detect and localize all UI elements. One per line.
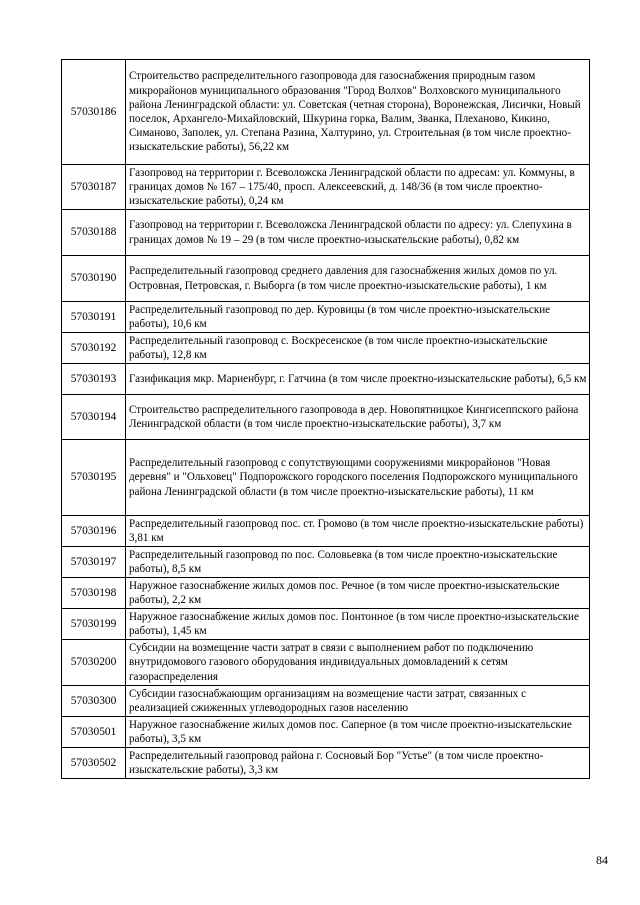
table-row [62, 256, 590, 302]
table-row [62, 609, 590, 640]
description-cell: Субсидии на возмещение части затрат в связи с выполнением работ по подключению внутридомового газового оборудования индивидуальных домовладений к сетям газораспределения [126, 640, 590, 686]
table-row [62, 395, 590, 440]
description-cell: Газопровод на территории г. Всеволожска Ленинградской области по адресам: ул. Коммуны, в границах домов № 167 – 175/40, просп. Алексеевский, д. 148/36 (в том числе проектно-изыскательские работы), 0,24 км [126, 165, 590, 210]
budget-code-cell: 57030186 [62, 60, 126, 165]
description-cell: Наружное газоснабжение жилых домов пос. Речное (в том числе проектно-изыскательские работы), 2,2 км [126, 578, 590, 609]
budget-code-cell: 57030187 [62, 165, 126, 210]
budget-code-cell: 57030195 [62, 440, 126, 516]
table-row [62, 440, 590, 516]
table-row [62, 333, 590, 364]
description-cell: Строительство распределительного газопровода в дер. Новопятницкое Кингисеппского района Ленинградской области (в том числе проектно-изыскательские работы), 3,7 км [126, 395, 590, 440]
description-cell: Газификация мкр. Мариенбург, г. Гатчина (в том числе проектно-изыскательские работы), 6,5 км [126, 364, 590, 395]
budget-code-cell: 57030191 [62, 302, 126, 333]
budget-code-table [61, 59, 590, 779]
description-cell: Строительство распределительного газопровода для газоснабжения природным газом микрорайонов муниципального образования "Город Волхов" Волховского муниципального района Ленинградской области: ул. Советская (четная сторона), Воронежская, Лисички, Новый поселок, Архангело-Михайловский, Шкурина горка, Валим, Званка, Плеханово, Кикино, Симаново, Заполек, ул. Степана Разина, Халтурино, ул. Строительная (в том числе проектно-изыскательские работы), 56,22 км [126, 60, 590, 165]
budget-code-cell: 57030192 [62, 333, 126, 364]
table-row [62, 748, 590, 779]
table-row [62, 578, 590, 609]
budget-code-cell: 57030502 [62, 748, 126, 779]
budget-code-cell: 57030197 [62, 547, 126, 578]
budget-code-cell: 57030501 [62, 717, 126, 748]
description-cell: Газопровод на территории г. Всеволожска Ленинградской области по адресу: ул. Слепухина в границах домов № 19 – 29 (в том числе проектно-изыскательские работы), 0,82 км [126, 210, 590, 256]
description-cell: Распределительный газопровод с сопутствующими сооружениями микрорайонов "Новая деревня" и "Ольховец" Подпорожского городского поселения Подпорожского муниципального района Ленинградской области (в том числе проектно-изыскательские работы), 11 км [126, 440, 590, 516]
budget-code-cell: 57030196 [62, 516, 126, 547]
description-cell: Распределительный газопровод по дер. Куровицы (в том числе проектно-изыскательские работы), 10,6 км [126, 302, 590, 333]
budget-code-cell: 57030200 [62, 640, 126, 686]
budget-code-cell: 57030199 [62, 609, 126, 640]
table-row [62, 364, 590, 395]
table-row [62, 516, 590, 547]
budget-code-cell: 57030188 [62, 210, 126, 256]
budget-code-cell: 57030193 [62, 364, 126, 395]
description-cell: Субсидии газоснабжающим организациям на возмещение части затрат, связанных с реализацией сжиженных углеводородных газов населению [126, 686, 590, 717]
budget-code-cell: 57030190 [62, 256, 126, 302]
description-cell: Распределительный газопровод по пос. Соловьевка (в том числе проектно-изыскательские работы), 8,5 км [126, 547, 590, 578]
description-cell: Наружное газоснабжение жилых домов пос. Понтонное (в том числе проектно-изыскательские работы), 1,45 км [126, 609, 590, 640]
description-cell: Распределительный газопровод среднего давления для газоснабжения жилых домов по ул. Островная, Петровская, г. Выборга (в том числе проектно-изыскательские работы), 1 км [126, 256, 590, 302]
table-row [62, 302, 590, 333]
table-row [62, 60, 590, 165]
table-row [62, 165, 590, 210]
page-number: 84 [596, 853, 608, 867]
table-body [62, 60, 590, 779]
table-row [62, 717, 590, 748]
table-row [62, 210, 590, 256]
description-cell: Наружное газоснабжение жилых домов пос. Саперное (в том числе проектно-изыскательские работы), 3,5 км [126, 717, 590, 748]
description-cell: Распределительный газопровод пос. ст. Громово (в том числе проектно-изыскательские работы) 3,81 км [126, 516, 590, 547]
budget-code-cell: 57030198 [62, 578, 126, 609]
budget-code-cell: 57030300 [62, 686, 126, 717]
table-row [62, 547, 590, 578]
description-cell: Распределительный газопровод района г. Сосновый Бор "Устье" (в том числе проектно-изыскательские работы), 3,3 км [126, 748, 590, 779]
table-row [62, 640, 590, 686]
table-row [62, 686, 590, 717]
description-cell: Распределительный газопровод с. Воскресенское (в том числе проектно-изыскательские работы), 12,8 км [126, 333, 590, 364]
budget-code-cell: 57030194 [62, 395, 126, 440]
